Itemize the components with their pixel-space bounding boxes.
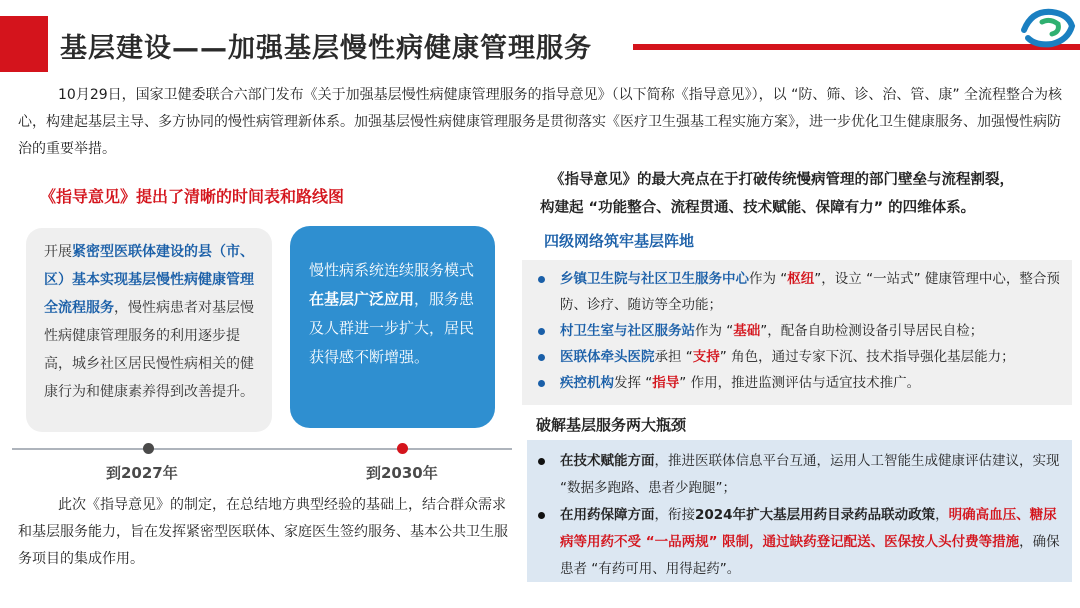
timeline-axis bbox=[12, 448, 512, 450]
list-item: 疾控机构发挥 “指导” 作用，推进监测评估与适宜技术推广。 bbox=[532, 370, 1064, 396]
list-item: 村卫生室与社区服务站作为 “基础”，配备自助检测设备引导居民自检； bbox=[532, 318, 1064, 344]
title-accent-block bbox=[0, 16, 48, 72]
intro-paragraph: 10月29日，国家卫健委联合六部门发布《关于加强基层慢性病健康管理服务的指导意见》（以下简称《指导意见》），以 “防、筛、诊、治、管、康” 全流程整合为核心，构建起基层主导、多方协同的慢性病管理新体系。加强基层慢性病健康管理服务是贯彻落实《医疗卫生强基工程实施方案》，进一步优化卫生健康服务、加强慢性病防治的重要举措。 bbox=[18, 87, 1063, 157]
bullet-icon bbox=[538, 354, 545, 361]
goal-2027-text: 开展紧密型医联体建设的县（市、区）基本实现基层慢性病健康管理全流程服务，慢性病患者对基层慢性病健康管理服务的利用逐步提高，城乡社区居民慢性病相关的健康行为和健康素养得到改善提升。 bbox=[44, 244, 254, 400]
title-divider bbox=[633, 44, 1080, 50]
timeline-label-2030: 到2030年 bbox=[366, 464, 438, 482]
list-item: 在技术赋能方面，推进医联体信息平台互通，运用人工智能生成健康评估建议，实现 “数据多跑路、患者少跑腿”； bbox=[532, 448, 1067, 502]
bottleneck-list bbox=[532, 448, 1067, 583]
network-section-title: 四级网络筑牢基层阵地 bbox=[544, 232, 695, 250]
timeline-label-2027: 到2027年 bbox=[106, 464, 178, 482]
network-list bbox=[532, 266, 1064, 396]
brand-logo-icon bbox=[1018, 4, 1078, 50]
list-item: 医联体牵头医院承担 “支持” 角色，通过专家下沉、技术指导强化基层能力； bbox=[532, 344, 1064, 370]
roadmap-heading: 《指导意见》提出了清晰的时间表和路线图 bbox=[40, 187, 345, 206]
bullet-icon bbox=[538, 458, 545, 465]
goal-2030-highlight: 在基层广泛应用 bbox=[309, 290, 415, 308]
bullet-icon bbox=[538, 276, 545, 283]
goal-2027-highlight: 紧密型医联体建设的县（市、区）基本实现基层慢性病健康管理全流程服务 bbox=[44, 244, 254, 316]
list-item: 乡镇卫生院与社区卫生服务中心作为 “枢纽”，设立 “一站式” 健康管理中心，整合预防、诊疗、随访等全功能； bbox=[532, 266, 1064, 318]
goal-2030-text: 慢性病系统连续服务模式在基层广泛应用，服务患及人群进一步扩大，居民获得感不断增强。 bbox=[309, 261, 475, 366]
highlight-intro: 《指导意见》的最大亮点在于打破传统慢病管理的部门壁垒与流程割裂， 构建起 “功能整合、流程贯通、技术赋能、保障有力” 的四维体系。 bbox=[540, 172, 1014, 216]
bullet-icon bbox=[538, 328, 545, 335]
timeline-dot-2027 bbox=[143, 443, 154, 454]
page-title: 基层建设——加强基层慢性病健康管理服务 bbox=[60, 33, 592, 64]
bullet-icon bbox=[538, 512, 545, 519]
bottleneck-section-title: 破解基层服务两大瓶颈 bbox=[536, 416, 687, 434]
timeline-dot-2030 bbox=[397, 443, 408, 454]
list-item: 在用药保障方面，衔接2024年扩大基层用药目录药品联动政策，明确高血压、糖尿病等用药不受 “一品两规” 限制，通过缺药登记配送、医保按人头付费等措施，确保患者 “有药可用、用得起药”。 bbox=[532, 502, 1067, 583]
policy-summary-paragraph: 此次《指导意见》的制定，在总结地方典型经验的基础上，结合群众需求和基层服务能力，旨在发挥紧密型医联体、家庭医生签约服务、基本公共卫生服务项目的集成作用。 bbox=[18, 497, 508, 567]
bullet-icon bbox=[538, 380, 545, 387]
